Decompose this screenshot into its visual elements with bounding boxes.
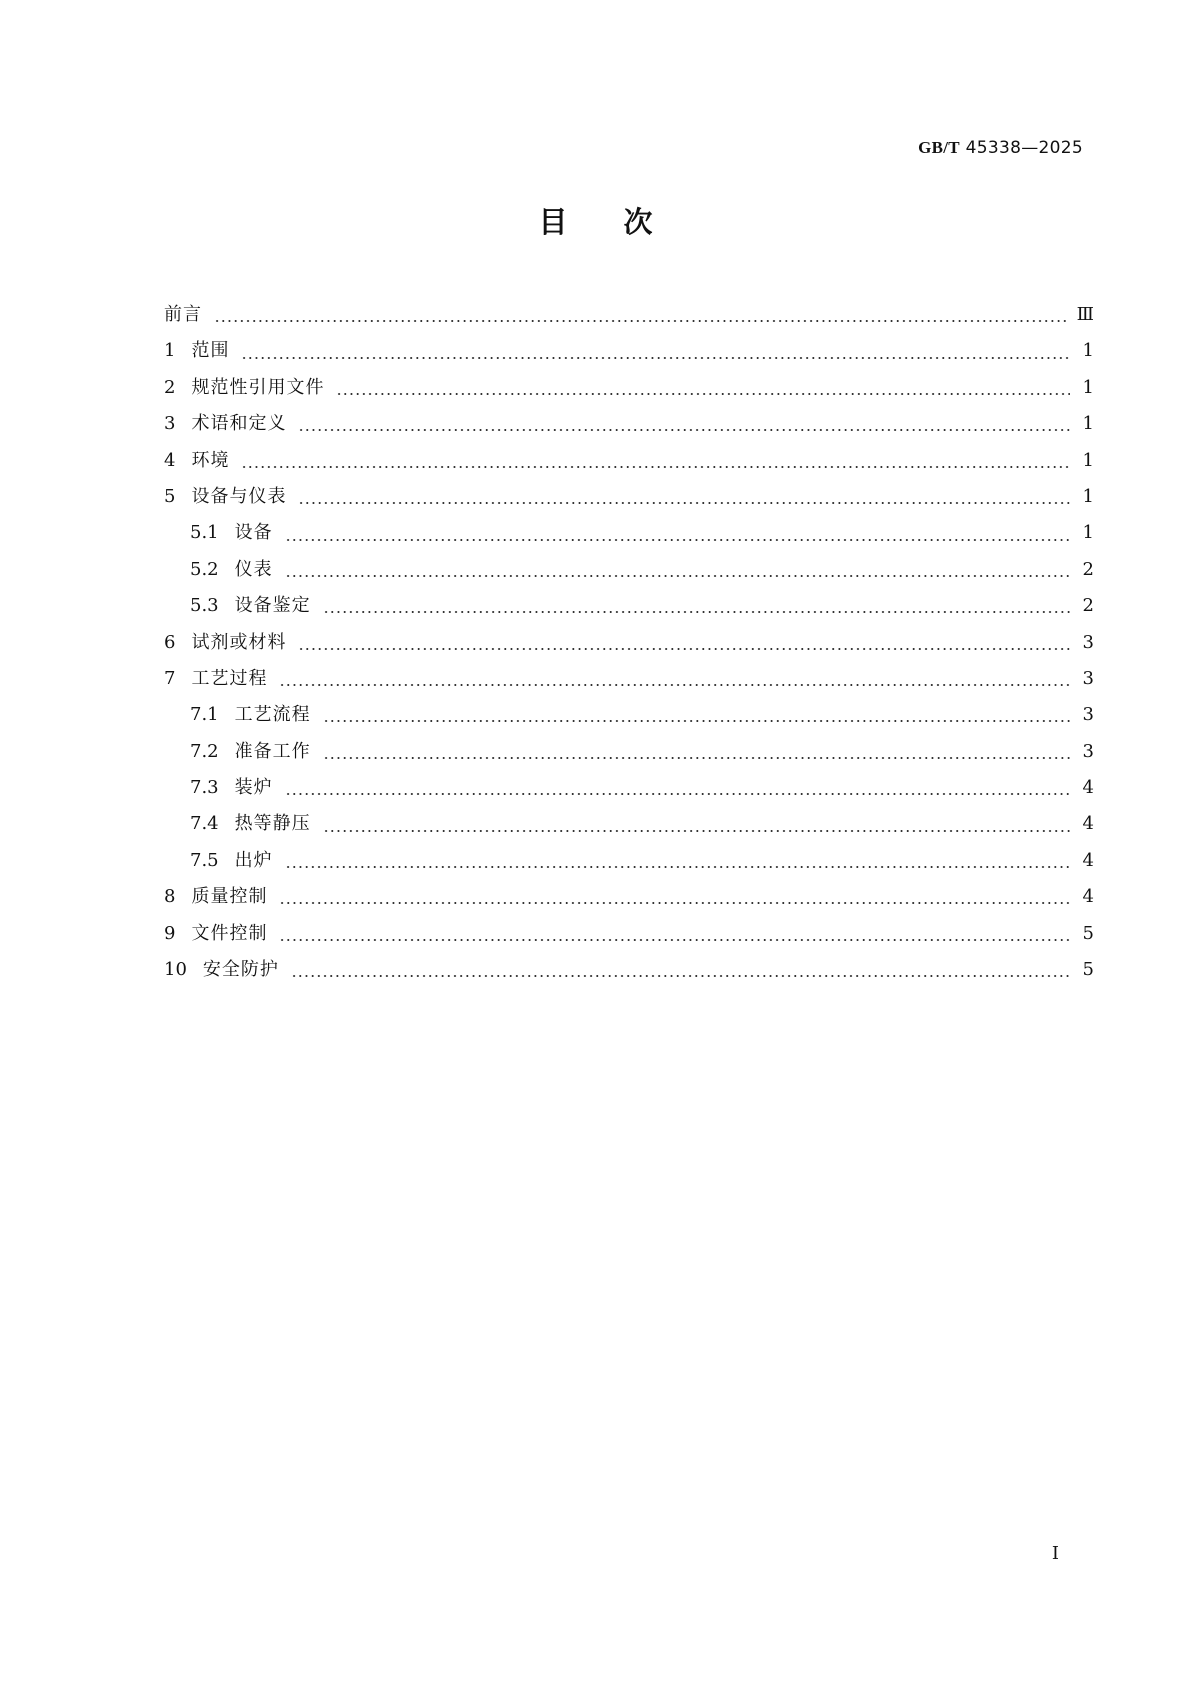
table-of-contents [164,303,1094,994]
toc-entry-number: 2 [164,376,176,398]
toc-entry-label: 范围 [191,340,230,362]
toc-entry[interactable] [164,449,1094,485]
toc-dot-leader [279,682,1070,688]
toc-dot-leader [279,900,1070,906]
toc-entry[interactable] [164,376,1094,412]
toc-entry-label: 文件控制 [191,922,268,944]
toc-entry-page: 4 [1082,849,1094,871]
standard-code: 45338—2025 [965,138,1083,158]
toc-entry-page: 5 [1082,959,1094,981]
toc-entry[interactable] [164,958,1094,994]
toc-entry-number: 7 [164,667,176,689]
toc-entry[interactable] [164,703,1094,739]
toc-dot-leader [298,646,1070,652]
toc-entry-label: 仪表 [234,558,273,580]
toc-entry[interactable] [164,558,1094,594]
toc-dot-leader [241,464,1070,470]
toc-entry-label: 安全防护 [202,959,279,981]
toc-entry-number: 4 [164,449,176,471]
toc-entry[interactable] [164,594,1094,630]
toc-entry-number: 7.2 [190,740,219,762]
toc-entry-page: 3 [1082,704,1094,726]
toc-entry[interactable] [164,740,1094,776]
toc-entry-number: 7.5 [190,849,219,871]
toc-dot-leader [323,828,1070,834]
toc-entry-number: 10 [164,959,187,981]
toc-entry-page: 4 [1082,886,1094,908]
toc-entry-label: 设备与仪表 [191,485,287,507]
standard-prefix: GB/T [918,138,960,157]
toc-entry-label: 工艺流程 [234,704,311,726]
toc-dot-leader [214,318,1067,324]
toc-entry-number: 9 [164,922,176,944]
toc-entry-number: 5.1 [190,522,219,544]
toc-entry-number: 5.3 [190,595,219,617]
toc-entry-label: 规范性引用文件 [191,376,325,398]
toc-entry-label: 前言 [164,304,202,325]
toc-dot-leader [298,427,1070,433]
toc-entry[interactable] [164,667,1094,703]
toc-entry[interactable] [164,339,1094,375]
toc-entry[interactable] [164,485,1094,521]
toc-entry-page: Ⅲ [1076,304,1094,325]
toc-entry-number: 7.4 [190,813,219,835]
toc-entry-label: 热等静压 [234,813,311,835]
toc-entry[interactable] [164,776,1094,812]
toc-dot-leader [279,937,1070,943]
toc-entry-label: 装炉 [234,777,273,799]
toc-dot-leader [285,573,1070,579]
toc-entry-number: 5.2 [190,558,219,580]
toc-entry-label: 设备 [234,522,273,544]
toc-entry[interactable] [164,812,1094,848]
toc-dot-leader [241,355,1070,361]
toc-entry-page: 1 [1082,485,1094,507]
toc-dot-leader [298,500,1070,506]
toc-dot-leader [323,755,1070,761]
toc-entry-page: 4 [1082,777,1094,799]
toc-entry[interactable] [164,412,1094,448]
toc-entry-number: 5 [164,485,176,507]
toc-entry-number: 7.3 [190,777,219,799]
toc-entry[interactable] [164,521,1094,557]
toc-entry-number: 7.1 [190,704,219,726]
toc-entry-number: 8 [164,886,176,908]
toc-entry-label: 工艺过程 [191,667,268,689]
page-number: Ⅰ [1051,1543,1059,1564]
toc-entry-page: 3 [1082,740,1094,762]
toc-entry[interactable] [164,303,1094,339]
toc-entry-label: 准备工作 [234,740,311,762]
toc-entry-label: 试剂或材料 [191,631,287,653]
toc-entry-page: 3 [1082,631,1094,653]
standard-number [918,138,1083,158]
toc-entry-label: 出炉 [234,849,273,871]
toc-entry-number: 1 [164,340,176,362]
toc-entry-page: 5 [1082,922,1094,944]
toc-entry-page: 1 [1082,449,1094,471]
toc-entry-label: 质量控制 [191,886,268,908]
toc-entry[interactable] [164,885,1094,921]
toc-entry-page: 3 [1082,667,1094,689]
toc-dot-leader [285,864,1070,870]
toc-entry-page: 1 [1082,522,1094,544]
toc-dot-leader [285,537,1070,543]
toc-entry-page: 1 [1082,376,1094,398]
toc-entry[interactable] [164,922,1094,958]
toc-entry-number: 6 [164,631,176,653]
toc-entry[interactable] [164,849,1094,885]
toc-dot-leader [285,791,1070,797]
toc-entry-page: 2 [1082,558,1094,580]
toc-entry-page: 2 [1082,595,1094,617]
toc-dot-leader [323,718,1070,724]
toc-entry-number: 3 [164,413,176,435]
toc-entry-label: 设备鉴定 [234,595,311,617]
toc-entry-page: 4 [1082,813,1094,835]
toc-entry-label: 术语和定义 [191,413,287,435]
toc-dot-leader [336,391,1070,397]
toc-entry-label: 环境 [191,449,230,471]
page-title: 目次 [538,205,709,239]
toc-dot-leader [291,973,1070,979]
toc-entry[interactable] [164,631,1094,667]
toc-entry-page: 1 [1082,340,1094,362]
toc-dot-leader [323,609,1070,615]
toc-entry-page: 1 [1082,413,1094,435]
